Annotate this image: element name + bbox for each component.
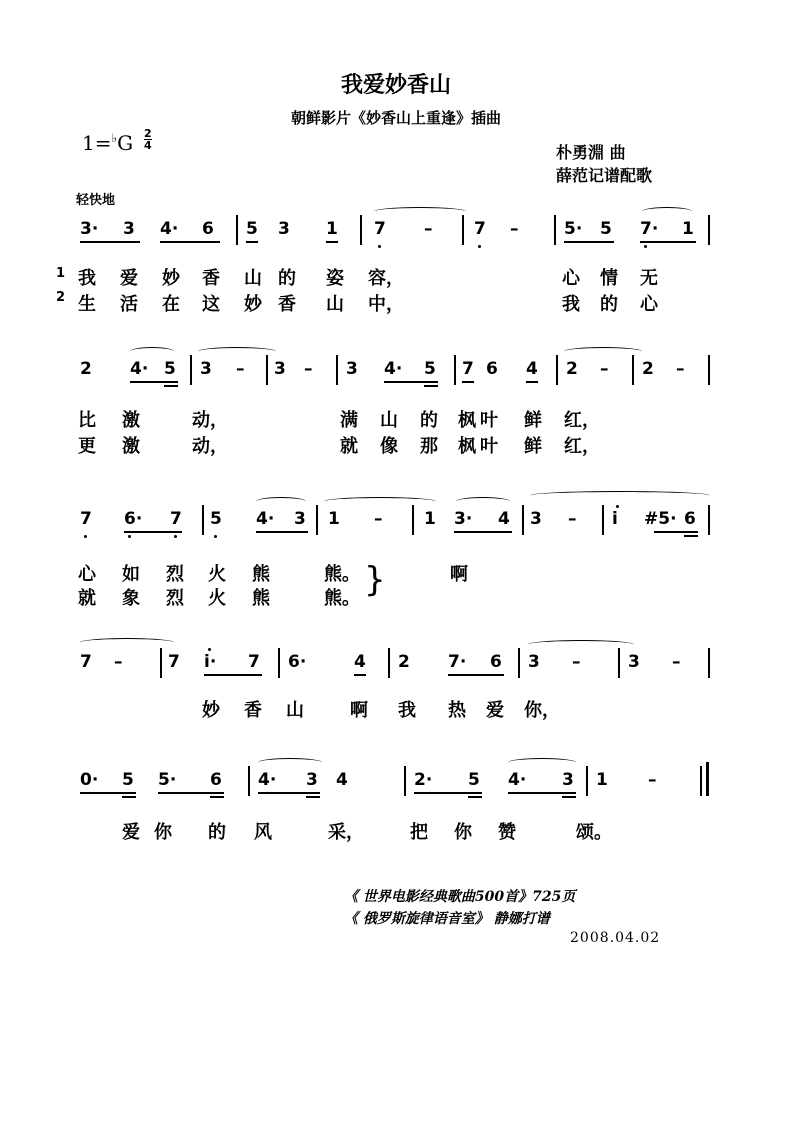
note: 7 bbox=[170, 509, 182, 529]
note: 3 bbox=[562, 770, 574, 790]
song-title: 我爱妙香山 bbox=[340, 72, 451, 98]
note: – bbox=[648, 770, 657, 790]
note: – bbox=[676, 359, 685, 379]
tempo-marking: 轻快地 bbox=[76, 193, 116, 208]
note: 7 bbox=[80, 652, 92, 672]
note: 3 bbox=[628, 652, 640, 672]
note: 3· bbox=[80, 219, 99, 239]
note: 5· bbox=[564, 219, 583, 239]
note: 1 bbox=[682, 219, 694, 239]
note: 3 bbox=[274, 359, 286, 379]
note: – bbox=[510, 219, 519, 239]
note: 3 bbox=[306, 770, 318, 790]
note: 5 bbox=[468, 770, 480, 790]
notes-row bbox=[78, 648, 718, 678]
note: 4· bbox=[256, 509, 275, 529]
verse-brace: } bbox=[364, 560, 386, 600]
note: 7· bbox=[640, 219, 659, 239]
note: 4· bbox=[508, 770, 527, 790]
note: 3· bbox=[454, 509, 473, 529]
notes-row bbox=[78, 505, 718, 535]
key-signature: 1=♭G bbox=[82, 131, 134, 155]
note: – bbox=[600, 359, 609, 379]
note: 4· bbox=[130, 359, 149, 379]
composer-credit: 朴勇淵 曲 bbox=[556, 143, 626, 162]
note: – bbox=[114, 652, 123, 672]
note: 4· bbox=[384, 359, 403, 379]
note: 6 bbox=[202, 219, 214, 239]
note: 3 bbox=[346, 359, 358, 379]
note: 2 bbox=[80, 359, 92, 379]
note: – bbox=[374, 509, 383, 529]
note: 2 bbox=[566, 359, 578, 379]
notes-row bbox=[78, 355, 718, 385]
note: 4 bbox=[336, 770, 348, 790]
note: – bbox=[572, 652, 581, 672]
note: 2 bbox=[398, 652, 410, 672]
note: 6 bbox=[684, 509, 696, 529]
note: 7 bbox=[168, 652, 180, 672]
note: 6· bbox=[124, 509, 143, 529]
note: 7· bbox=[448, 652, 467, 672]
note: 5 bbox=[164, 359, 176, 379]
note: 4· bbox=[160, 219, 179, 239]
note: 6 bbox=[486, 359, 498, 379]
note: 6· bbox=[288, 652, 307, 672]
source-note-2: 《 俄罗斯旋律语音室》 静娜打谱 bbox=[344, 911, 550, 927]
note: – bbox=[424, 219, 433, 239]
note: – bbox=[672, 652, 681, 672]
arranger-credit: 薛范记谱配歌 bbox=[556, 166, 653, 185]
notes-row bbox=[78, 215, 718, 245]
note: 7 bbox=[474, 219, 486, 239]
note: 5 bbox=[246, 219, 258, 239]
note: 3 bbox=[530, 509, 542, 529]
note: 3 bbox=[528, 652, 540, 672]
note: 1 bbox=[326, 219, 338, 239]
note: – bbox=[568, 509, 577, 529]
note: 0· bbox=[80, 770, 99, 790]
note: 4 bbox=[498, 509, 510, 529]
verse-number: 2 bbox=[56, 290, 66, 305]
note: 3 bbox=[278, 219, 290, 239]
note: 3 bbox=[294, 509, 306, 529]
note: 6 bbox=[210, 770, 222, 790]
note: 7 bbox=[80, 509, 92, 529]
note: 5 bbox=[424, 359, 436, 379]
note: 2 bbox=[642, 359, 654, 379]
note: – bbox=[304, 359, 313, 379]
note: 4· bbox=[258, 770, 277, 790]
note: 1 bbox=[596, 770, 608, 790]
note: 6 bbox=[490, 652, 502, 672]
notes-row bbox=[78, 766, 718, 796]
note: 5 bbox=[122, 770, 134, 790]
time-signature: 2 4 bbox=[144, 127, 152, 152]
note: 7 bbox=[248, 652, 260, 672]
transcription-date: 2008.04.02 bbox=[570, 930, 661, 946]
note: #5· bbox=[644, 509, 677, 529]
song-subtitle: 朝鲜影片《妙香山上重逢》插曲 bbox=[290, 109, 501, 127]
note: 1 bbox=[328, 509, 340, 529]
note: 2· bbox=[414, 770, 433, 790]
note: 7 bbox=[374, 219, 386, 239]
note: 4 bbox=[526, 359, 538, 379]
note: 4 bbox=[354, 652, 366, 672]
note: 1 bbox=[424, 509, 436, 529]
note: 7 bbox=[462, 359, 474, 379]
note: 3 bbox=[123, 219, 135, 239]
note: i bbox=[612, 509, 618, 529]
note: i· bbox=[204, 652, 217, 672]
note: 5 bbox=[600, 219, 612, 239]
note: 5 bbox=[210, 509, 222, 529]
verse-number: 1 bbox=[56, 266, 66, 281]
note: 5· bbox=[158, 770, 177, 790]
note: 3 bbox=[200, 359, 212, 379]
source-note-1: 《 世界电影经典歌曲500首》725页 bbox=[344, 889, 576, 905]
note: – bbox=[236, 359, 245, 379]
